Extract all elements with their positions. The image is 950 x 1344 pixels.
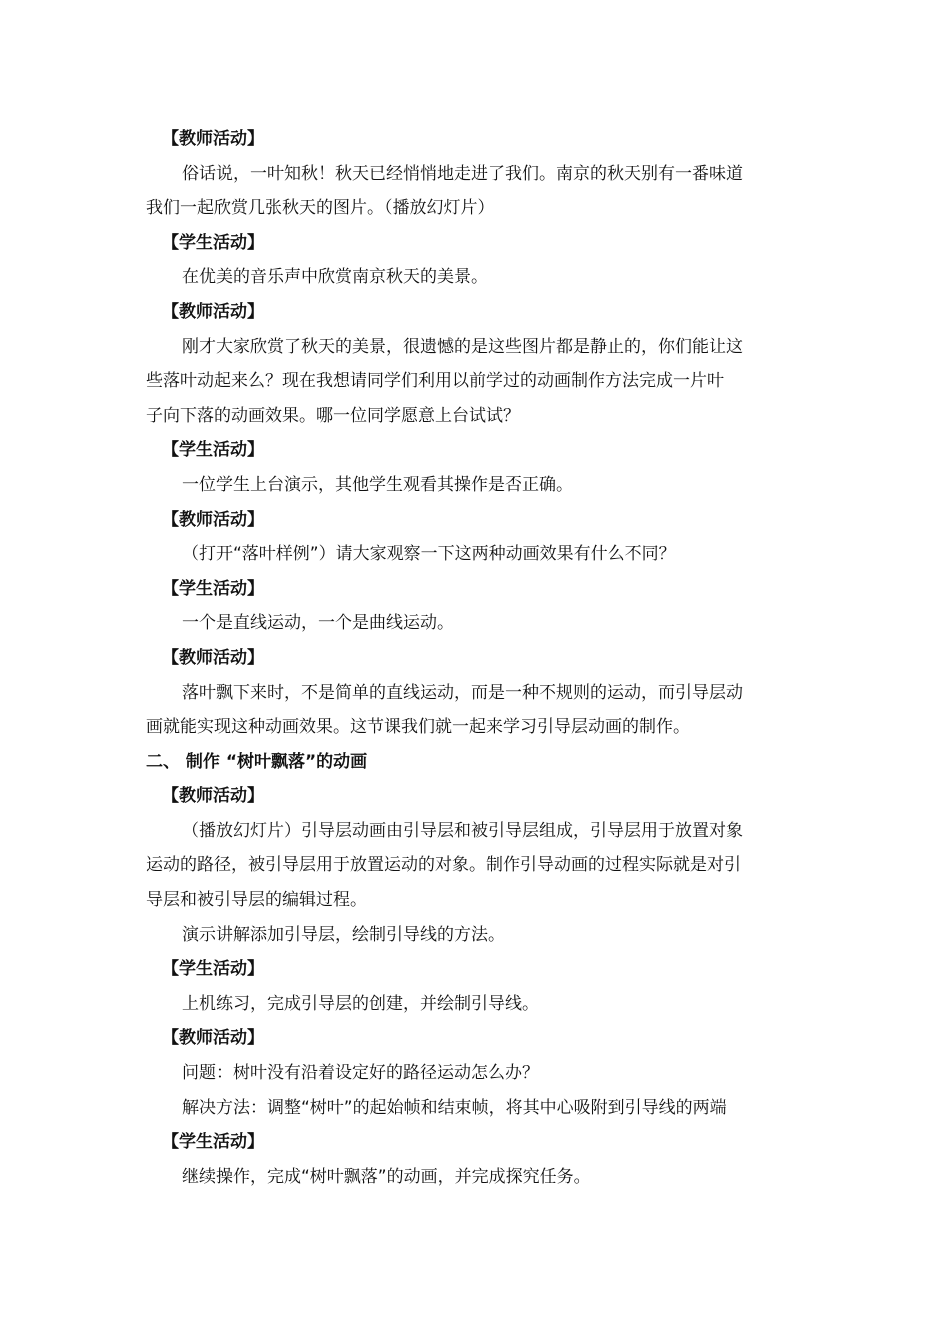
section-heading: 二、 制作 “树叶飘落”的动画 xyxy=(146,751,368,772)
paragraph-line: （播放幻灯片）引导层动画由引导层和被引导层组成，引导层用于放置对象 xyxy=(182,820,743,841)
paragraph-continuation: 运动的路径，被引导层用于放置运动的对象。制作引导动画的过程实际就是对引 xyxy=(146,855,741,876)
paragraph-continuation: 我们一起欣赏几张秋天的图片。（播放幻灯片） xyxy=(146,198,495,219)
activity-heading: 【教师活动】 xyxy=(162,301,264,322)
paragraph-continuation: 画就能实现这种动画效果。这节课我们就一起来学习引导层动画的制作。 xyxy=(146,717,690,738)
paragraph-continuation: 些落叶动起来么？现在我想请同学们利用以前学过的动画制作方法完成一片叶 xyxy=(146,371,724,392)
paragraph-line: 问题：树叶没有沿着设定好的路径运动怎么办？ xyxy=(182,1063,539,1084)
paragraph-continuation: 导层和被引导层的编辑过程。 xyxy=(146,890,367,911)
paragraph-line: 演示讲解添加引导层，绘制引导线的方法。 xyxy=(182,924,505,945)
paragraph-line: 俗话说，一叶知秋！秋天已经悄悄地走进了我们。南京的秋天别有一番味道 xyxy=(182,163,743,184)
document-body xyxy=(146,122,810,1194)
paragraph-line: 上机练习，完成引导层的创建，并绘制引导线。 xyxy=(182,993,539,1014)
activity-heading: 【教师活动】 xyxy=(162,786,264,807)
activity-heading: 【学生活动】 xyxy=(162,440,264,461)
paragraph-line: 一位学生上台演示，其他学生观看其操作是否正确。 xyxy=(182,474,573,495)
paragraph-line: 刚才大家欣赏了秋天的美景，很遗憾的是这些图片都是静止的，你们能让这 xyxy=(182,336,743,357)
paragraph-continuation: 子向下落的动画效果。哪一位同学愿意上台试试？ xyxy=(146,405,520,426)
activity-heading: 【教师活动】 xyxy=(162,1028,264,1049)
activity-heading: 【学生活动】 xyxy=(162,578,264,599)
activity-heading: 【学生活动】 xyxy=(162,959,264,980)
paragraph-line: （打开“落叶样例”）请大家观察一下这两种动画效果有什么不同？ xyxy=(182,544,676,565)
activity-heading: 【教师活动】 xyxy=(162,647,264,668)
paragraph-line: 继续操作，完成“树叶飘落”的动画，并完成探究任务。 xyxy=(182,1166,591,1187)
activity-heading: 【教师活动】 xyxy=(162,509,264,530)
activity-heading: 【学生活动】 xyxy=(162,1132,264,1153)
paragraph-line: 解决方法：调整“树叶”的起始帧和结束帧，将其中心吸附到引导线的两端 xyxy=(182,1097,727,1118)
paragraph-line: 在优美的音乐声中欣赏南京秋天的美景。 xyxy=(182,267,488,288)
activity-heading: 【学生活动】 xyxy=(162,232,264,253)
paragraph-line: 落叶飘下来时，不是简单的直线运动，而是一种不规则的运动，而引导层动 xyxy=(182,682,743,703)
activity-heading: 【教师活动】 xyxy=(162,129,264,149)
paragraph-line: 一个是直线运动，一个是曲线运动。 xyxy=(182,613,454,634)
